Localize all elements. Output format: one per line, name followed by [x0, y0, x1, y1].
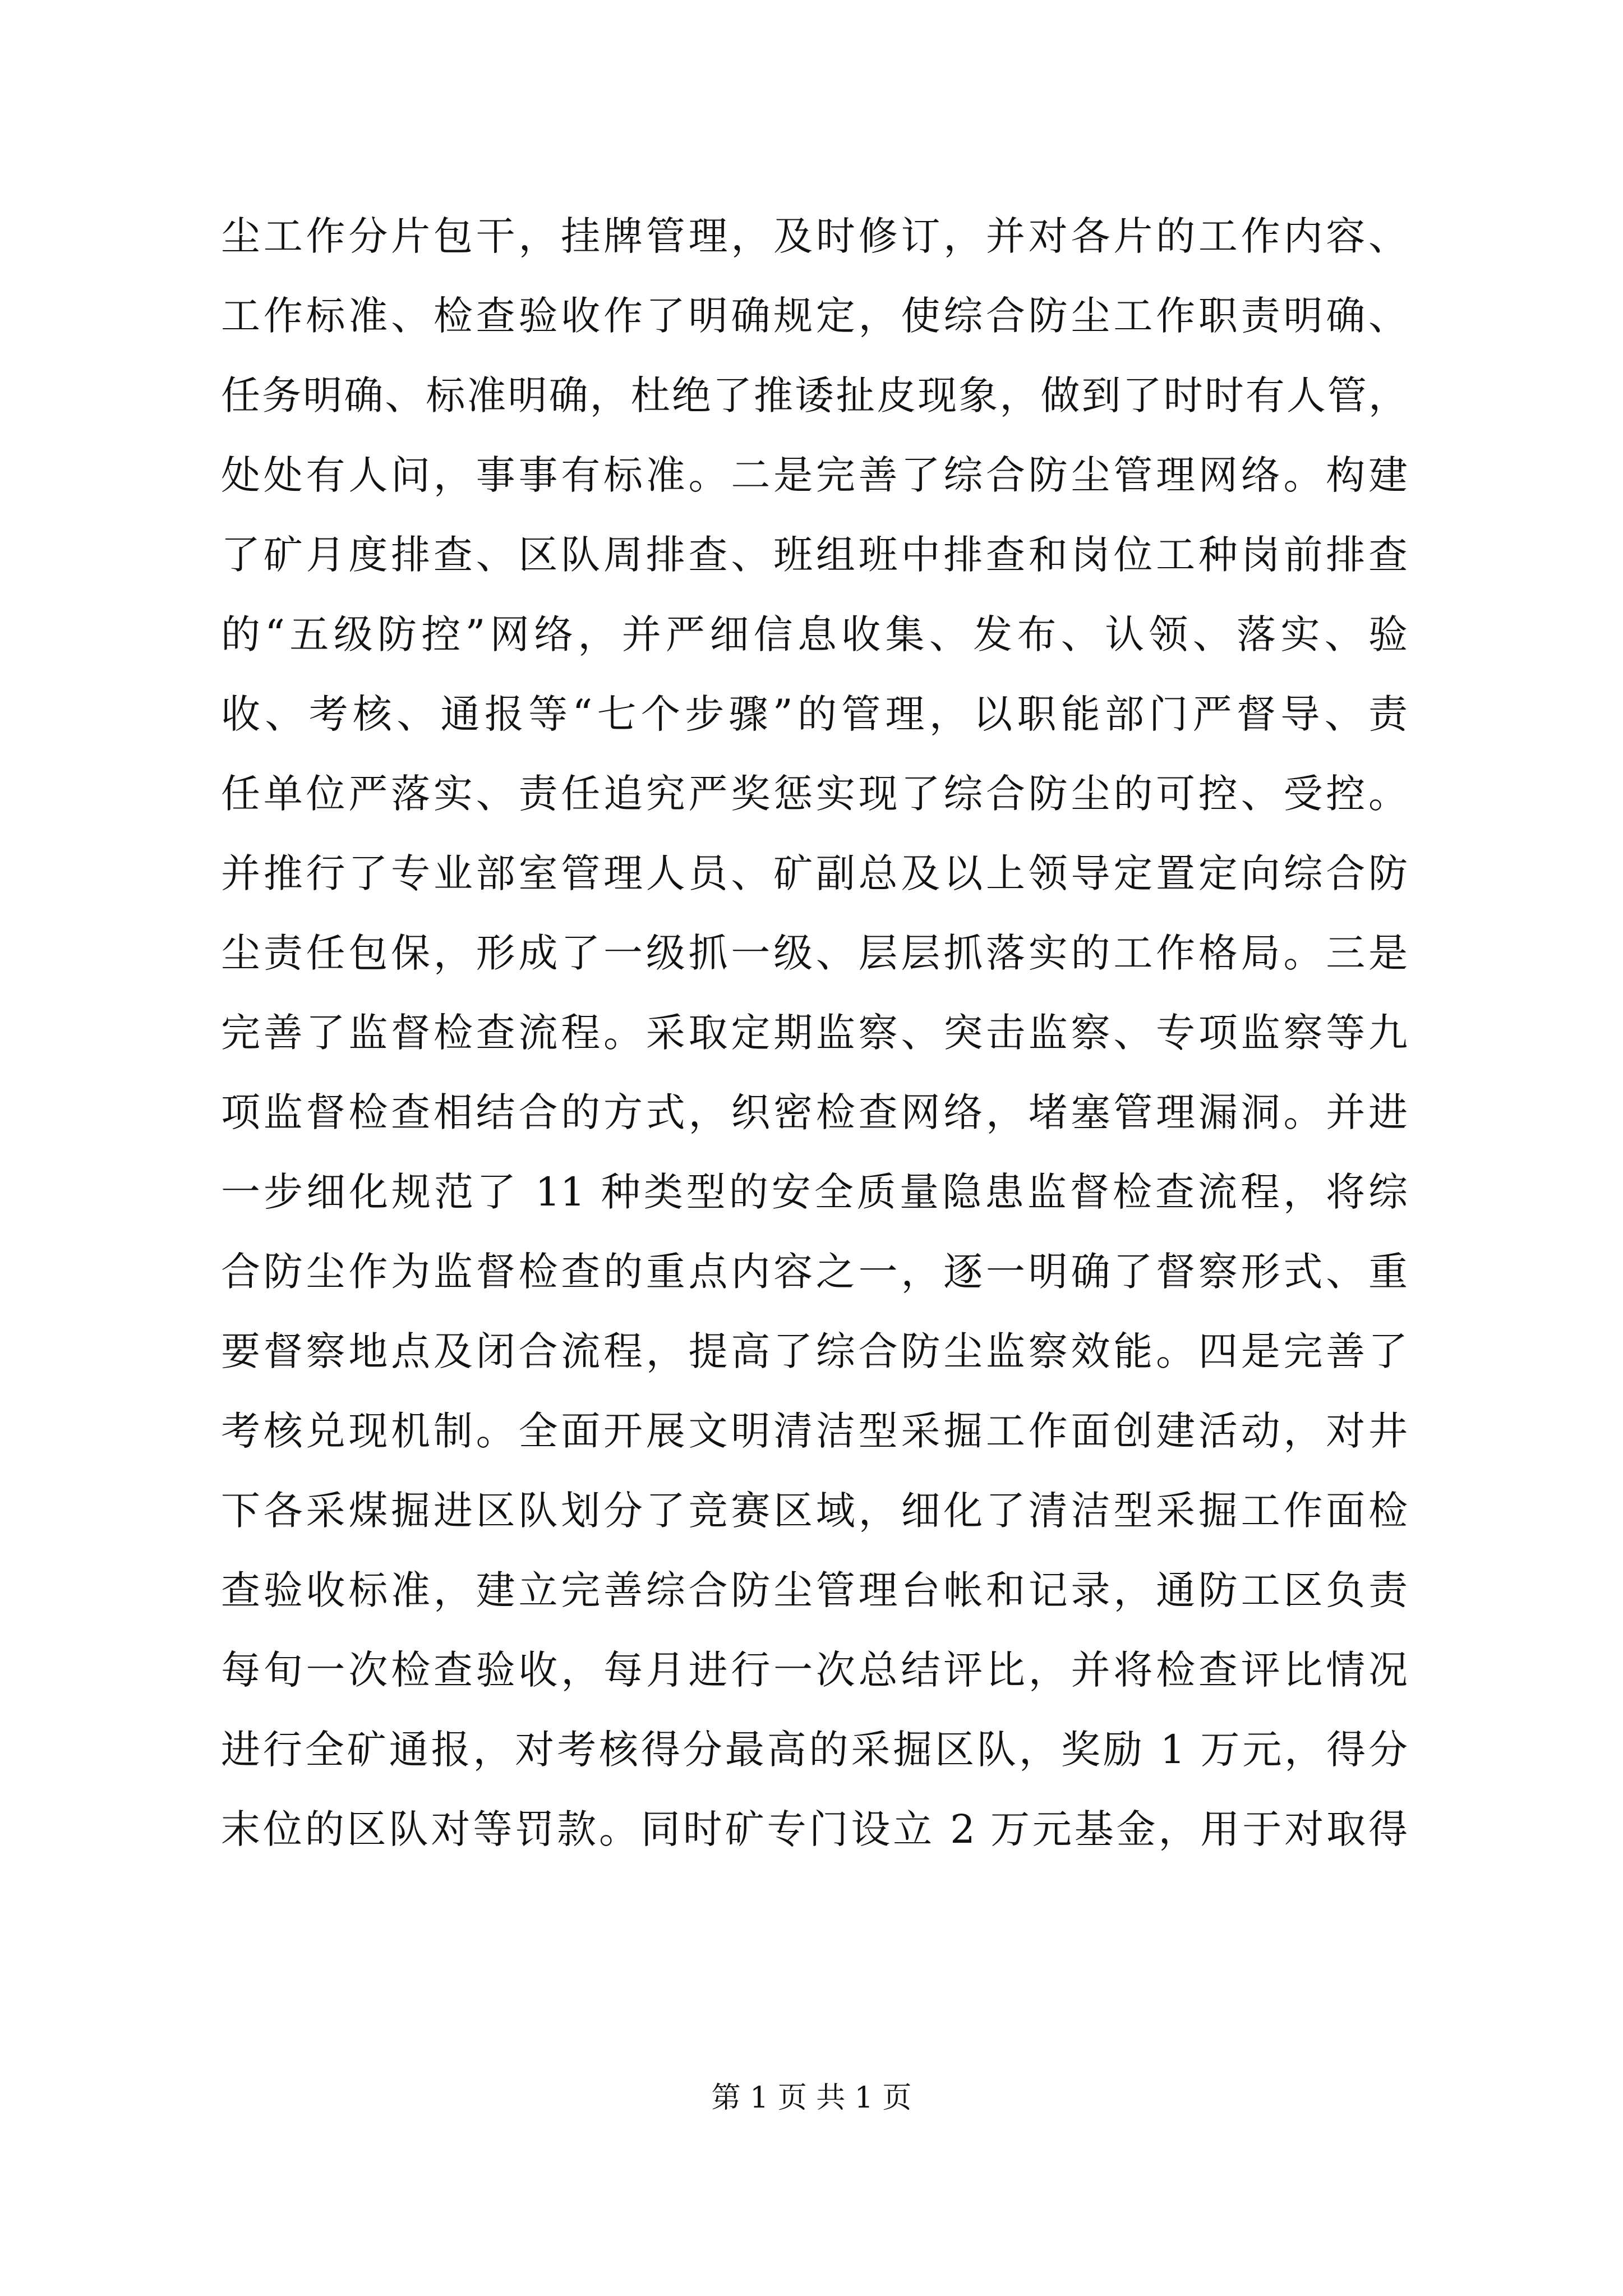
text-line: 工作标准、检查验收作了明确规定，使综合防尘工作职责明确、	[221, 293, 1408, 339]
text-line: 考核兑现机制。全面开展文明清洁型采掘工作面创建活动，对井	[221, 1408, 1408, 1454]
text-line: 了矿月度排查、区队周排查、班组班中排查和岗位工种岗前排查	[221, 532, 1408, 578]
text-line: 末位的区队对等罚款。同时矿专门设立 2 万元基金，用于对取得	[221, 1806, 1408, 1852]
text-line: 要督察地点及闭合流程，提高了综合防尘监察效能。四是完善了	[221, 1328, 1408, 1374]
text-line: 尘工作分片包干，挂牌管理，及时修订，并对各片的工作内容、	[221, 213, 1408, 259]
text-line: 尘责任包保，形成了一级抓一级、层层抓落实的工作格局。三是	[221, 930, 1408, 976]
text-line: 收、考核、通报等“七个步骤”的管理，以职能部门严督导、责	[221, 691, 1408, 737]
text-line: 每旬一次检查验收，每月进行一次总结评比，并将检查评比情况	[221, 1647, 1408, 1693]
text-line: 的“五级防控”网络，并严细信息收集、发布、认领、落实、验	[221, 611, 1408, 657]
text-line: 下各采煤掘进区队划分了竞赛区域，细化了清洁型采掘工作面检	[221, 1488, 1408, 1534]
text-line: 完善了监督检查流程。采取定期监察、突击监察、专项监察等九	[221, 1010, 1408, 1056]
text-line: 合防尘作为监督检查的重点内容之一，逐一明确了督察形式、重	[221, 1249, 1408, 1295]
text-line: 项监督检查相结合的方式，织密检查网络，堵塞管理漏洞。并进	[221, 1089, 1408, 1135]
page-footer: 第 1 页 共 1 页	[711, 2081, 912, 2115]
text-line: 任单位严落实、责任追究严奖惩实现了综合防尘的可控、受控。	[221, 771, 1408, 817]
text-line: 并推行了专业部室管理人员、矿副总及以上领导定置定向综合防	[221, 850, 1408, 896]
text-line: 任务明确、标准明确，杜绝了推诿扯皮现象，做到了时时有人管，	[221, 372, 1408, 418]
text-line: 处处有人问，事事有标准。二是完善了综合防尘管理网络。构建	[221, 452, 1408, 498]
text-line: 查验收标准，建立完善综合防尘管理台帐和记录，通防工区负责	[221, 1567, 1408, 1613]
text-line: 一步细化规范了 11 种类型的安全质量隐患监督检查流程，将综	[221, 1169, 1408, 1215]
body-text	[221, 196, 1408, 1869]
text-line: 进行全矿通报，对考核得分最高的采掘区队，奖励 1 万元，得分	[221, 1727, 1408, 1773]
